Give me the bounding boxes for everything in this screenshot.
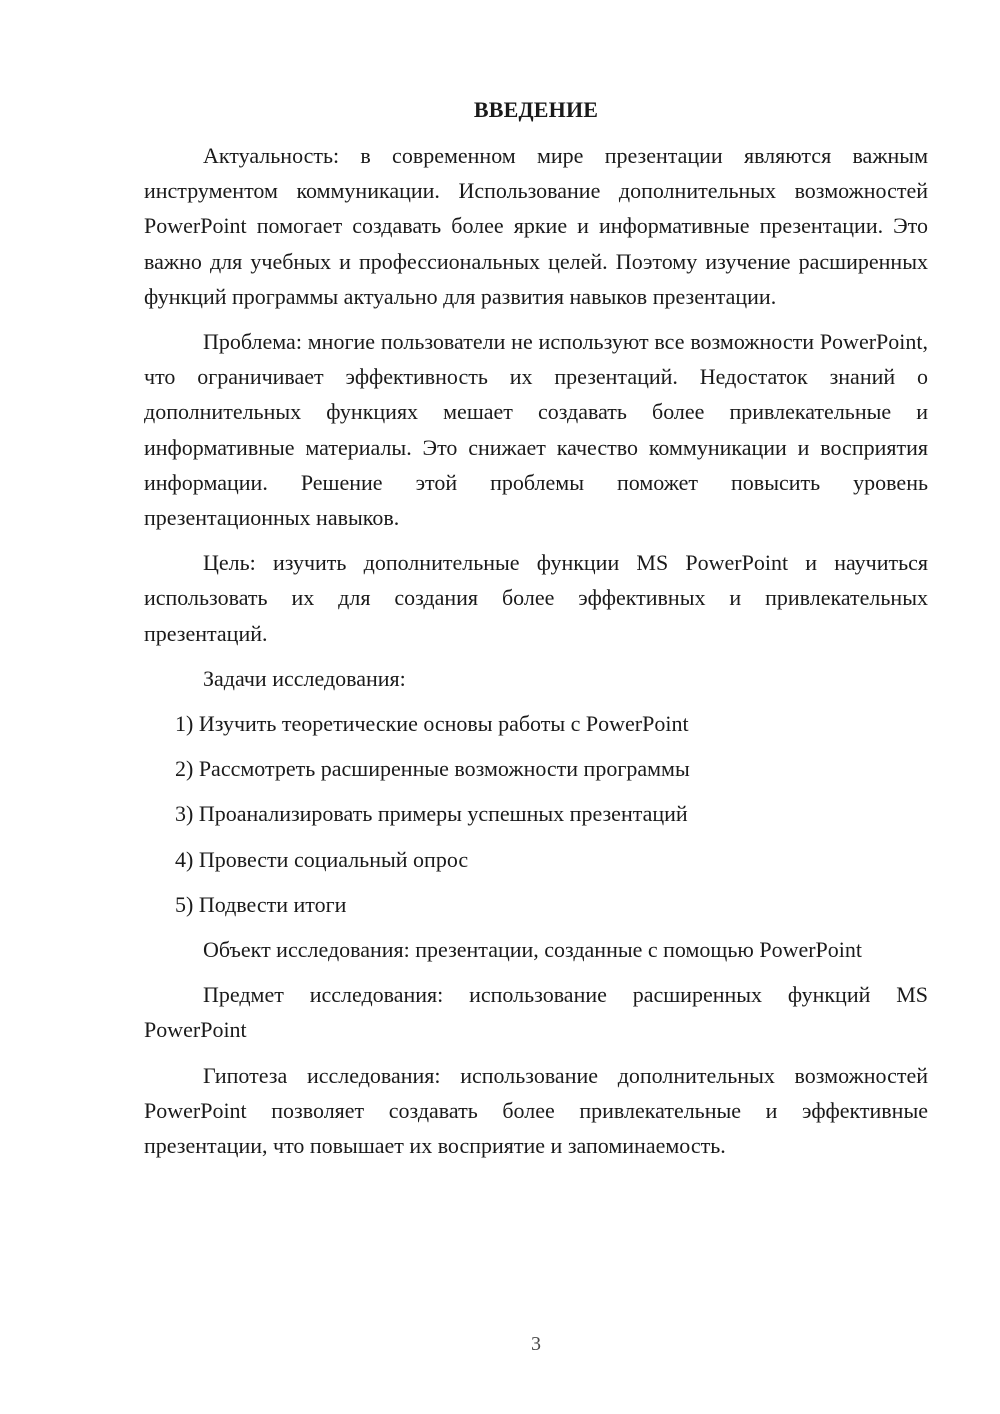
task-item-3: 3) Проанализировать примеры успешных презентаций — [175, 801, 688, 827]
problem-paragraph: Проблема: многие пользователи не используют все возможности PowerPoint, что ограничивает эффективность их презентаций. Недостаток знаний о дополнительных функциях мешает создавать более привлекательные и информативные материалы. Это снижает качество коммуникации и восприятия информации. Решение этой проблемы поможет повысить уровень презентационных навыков. — [144, 329, 928, 531]
task-item-4: 4) Провести социальный опрос — [175, 846, 469, 872]
relevance-paragraph: Актуальность: в современном мире презентации являются важным инструментом коммуникации. Использование дополнительных возможностей PowerPoint помогает создавать более яркие и информативные презентации. Это важно для учебных и профессиональных целей. Поэтому изучение расширенных функций программы актуально для развития навыков презентации. — [144, 143, 928, 309]
page-title: ВВЕДЕНИЕ — [473, 97, 599, 122]
object-paragraph: Объект исследования: презентации, созданные с помощью PowerPoint — [203, 937, 863, 963]
page-number: 3 — [531, 1333, 541, 1355]
task-item-5: 5) Подвести итоги — [175, 891, 347, 917]
hypothesis-paragraph: Гипотеза исследования: использование дополнительных возможностей PowerPoint позволяет создавать более привлекательные и эффективные презентации, что повышает их восприятие и запоминаемость. — [144, 1062, 928, 1159]
subject-paragraph: Предмет исследования: использование расширенных функций MS PowerPoint — [144, 982, 928, 1043]
document-page — [144, 92, 928, 1173]
task-item-1: 1) Изучить теоретические основы работы с PowerPoint — [175, 711, 689, 737]
goal-paragraph: Цель: изучить дополнительные функции MS PowerPoint и научиться использовать их для создания более эффективных и привлекательных презентаций. — [144, 550, 928, 646]
task-item-2: 2) Рассмотреть расширенные возможности программы — [175, 756, 690, 782]
tasks-heading: Задачи исследования: — [203, 665, 406, 691]
